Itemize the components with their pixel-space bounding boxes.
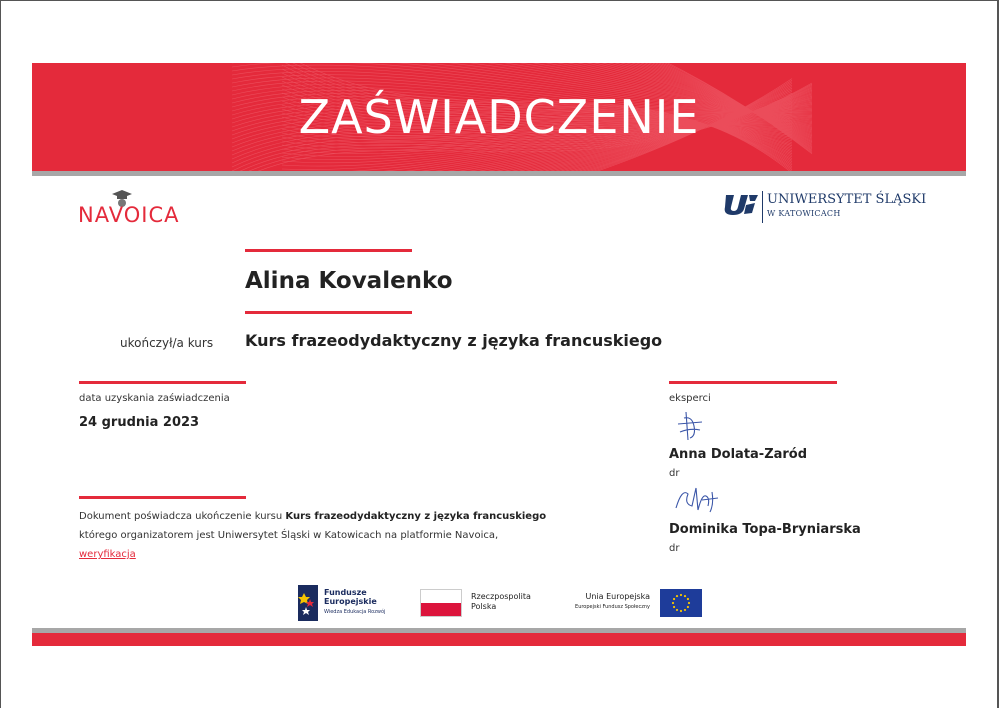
- ue-title: Unia Europejska: [585, 592, 650, 601]
- expert-title-1: dr: [669, 468, 680, 479]
- polish-flag-icon: [420, 589, 462, 617]
- university-emblem-icon: [722, 193, 758, 215]
- document-rule: [79, 496, 246, 499]
- certificate-heading: ZAŚWIADCZENIE: [298, 90, 700, 144]
- unia-europejska-logo: [562, 589, 702, 619]
- university-city: W KATOWICACH: [767, 209, 841, 218]
- experts-rule: [669, 381, 837, 384]
- name-top-rule: [245, 249, 412, 252]
- completed-label: ukończył/a kurs: [120, 336, 214, 350]
- fundusze-europejskie-logo: [296, 585, 406, 621]
- name-bottom-rule: [245, 311, 412, 314]
- ue-subtitle: Europejski Fundusz Społeczny: [575, 604, 650, 610]
- rzeczpospolita-polska-logo: [420, 589, 550, 619]
- expert-name-1: Anna Dolata-Zaród: [669, 447, 808, 462]
- header-banner: [32, 63, 966, 171]
- recipient-name: Alina Kovalenko: [245, 268, 453, 294]
- fe-line-1: Fundusze: [324, 588, 367, 597]
- expert-title-2: dr: [669, 543, 680, 554]
- rp-line-1: Rzeczpospolita: [471, 592, 531, 601]
- signature-image: [672, 410, 708, 444]
- university-logo-separator: [762, 191, 763, 223]
- expert-name-2: Dominika Topa-Bryniarska: [669, 522, 861, 537]
- course-title: Kurs frazeodydaktyczny z języka francuskiego: [245, 331, 663, 350]
- document-text-end: którego organizatorem jest Uniwersytet Śląski w Katowicach na platformie Navoica,: [79, 530, 499, 541]
- university-name: UNIWERSYTET ŚLĄSKI: [767, 192, 927, 207]
- rp-line-2: Polska: [471, 602, 497, 611]
- experts-label: eksperci: [669, 393, 711, 404]
- header-gray-band: [32, 171, 966, 176]
- document-course-name: Kurs frazeodydaktyczny z języka francuskiego: [285, 511, 547, 522]
- signature-image: [672, 484, 722, 514]
- fe-subtitle: Wiedza Edukacja Rozwój: [324, 609, 386, 615]
- document-text-start: Dokument poświadcza ukończenie kursu: [79, 511, 286, 522]
- fe-line-2: Europejskie: [324, 597, 377, 606]
- fundusze-europejskie-icon: [296, 585, 320, 621]
- document-statement: [79, 507, 569, 564]
- date-rule: [79, 381, 246, 384]
- date-value: 24 grudnia 2023: [79, 415, 200, 430]
- navoica-logo[interactable]: [78, 189, 203, 229]
- navoica-wordmark: NAVOICA: [78, 203, 180, 227]
- university-logo[interactable]: [722, 189, 932, 229]
- eu-flag-icon: [660, 589, 702, 617]
- verification-link[interactable]: weryfikacja: [79, 549, 136, 560]
- footer-red-band: [32, 633, 966, 646]
- date-label: data uzyskania zaświadczenia: [79, 393, 230, 404]
